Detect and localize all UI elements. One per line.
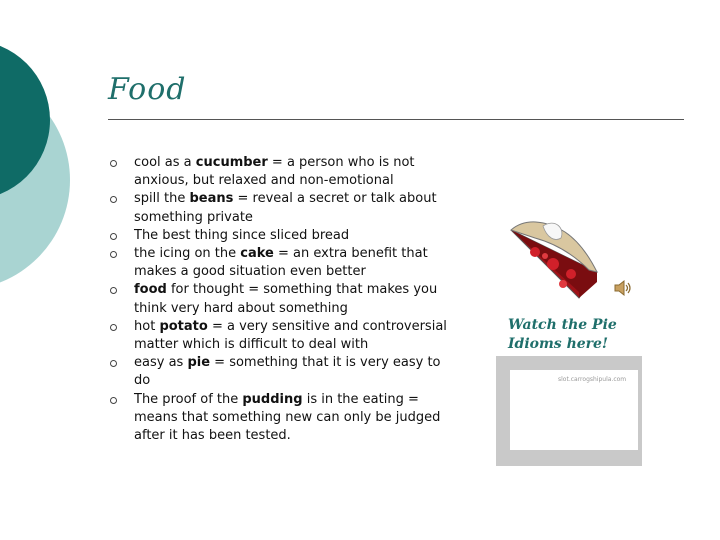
bullet-icon — [110, 251, 117, 258]
bullet-icon — [110, 360, 117, 367]
list-item: the icing on the cake = an extra benefit that makes a good situation even better — [110, 245, 455, 281]
idiom-keyword: beans — [189, 191, 234, 207]
video-caption: Watch the Pie Idioms here! — [508, 317, 617, 352]
idiom-keyword: potato — [159, 318, 208, 334]
bullet-icon — [110, 233, 117, 240]
list-item: cool as a cucumber = a person who is not anxious, but relaxed and non-emotional — [110, 154, 455, 190]
idiom-keyword: pie — [187, 355, 211, 371]
idiom-keyword: food — [134, 282, 167, 298]
list-item: The best thing since sliced bread — [110, 227, 455, 245]
bullet-icon — [110, 397, 117, 404]
bullet-icon — [110, 287, 117, 294]
pie-slice-image — [505, 212, 605, 302]
idiom-keyword: cucumber — [195, 155, 268, 170]
title-divider — [108, 119, 684, 120]
bullet-icon — [110, 160, 117, 167]
bullet-icon — [110, 324, 117, 331]
list-item: easy as pie = something that it is very easy to do — [110, 354, 455, 390]
slide-title: Food — [108, 72, 187, 107]
idiom-list — [110, 154, 455, 445]
idiom-keyword: cake — [240, 246, 274, 262]
decorative-circles — [0, 0, 90, 300]
video-url-text: slot.carrogshipula.com — [558, 376, 627, 383]
idiom-keyword: pudding — [242, 391, 303, 407]
list-item: hot potato = a very sensitive and controversial matter which is difficult to deal with — [110, 318, 455, 354]
list-item: food for thought = something that makes you think very hard about something — [110, 281, 455, 317]
list-item: spill the beans = reveal a secret or talk about something private — [110, 190, 455, 226]
speaker-icon[interactable] — [612, 277, 634, 299]
video-frame — [510, 370, 638, 450]
list-item: The proof of the pudding is in the eating = means that something new can only be judged after it has been tested. — [110, 391, 455, 446]
bullet-icon — [110, 196, 117, 203]
video-thumbnail[interactable] — [496, 356, 642, 466]
